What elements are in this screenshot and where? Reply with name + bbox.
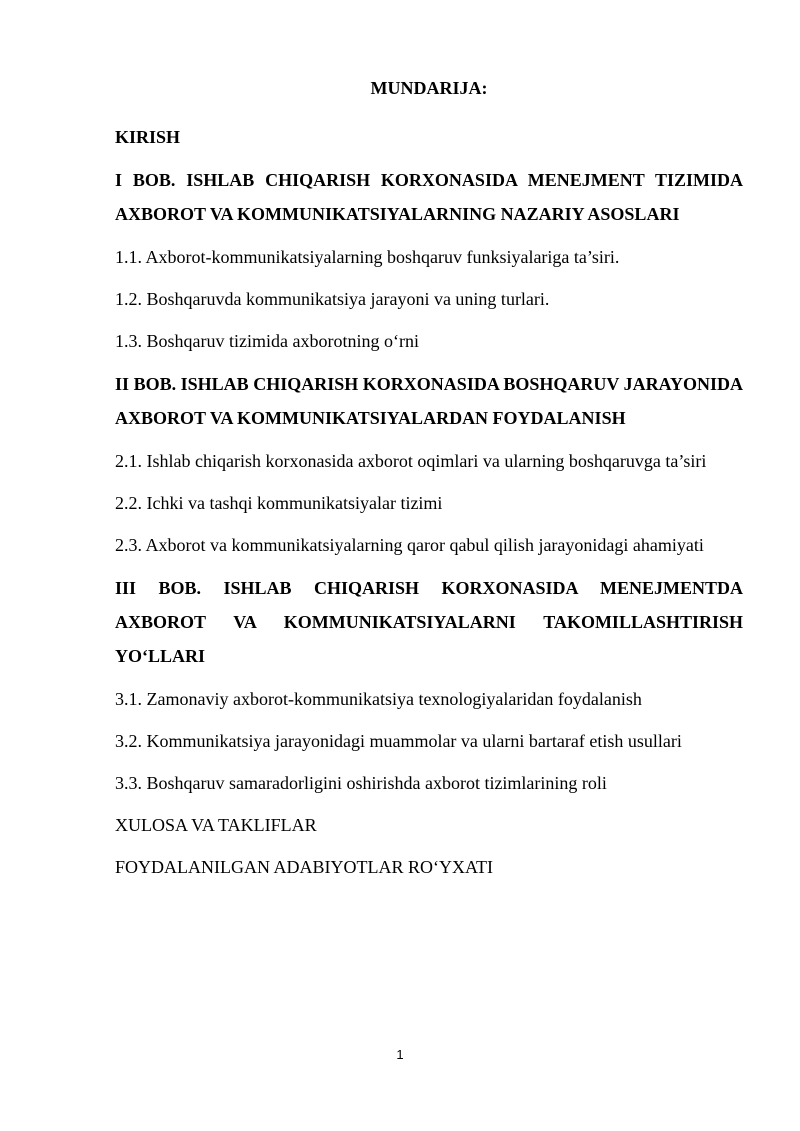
toc-entry-1-3: 1.3. Boshqaruv tizimida axborotning o‘rni: [115, 331, 419, 351]
table-of-contents: [115, 76, 743, 893]
toc-entry-conclusion: XULOSA VA TAKLIFLAR: [115, 815, 317, 835]
toc-entry-3-1: 3.1. Zamonaviy axborot-kommunikatsiya texnologiyalaridan foydalanish: [115, 689, 642, 709]
toc-entry-3-2: 3.2. Kommunikatsiya jarayonidagi muammolar va ularni bartaraf etish usullari: [115, 731, 682, 751]
toc-entry-3-3: 3.3. Boshqaruv samaradorligini oshirishda axborot tizimlarining roli: [115, 773, 607, 793]
toc-entry-references: FOYDALANILGAN ADABIYOTLAR RO‘YXATI: [115, 857, 493, 877]
toc-entry-chapter-3: III BOB. ISHLAB CHIQARISH KORXONASIDA MENEJMENTDA AXBOROT VA KOMMUNIKATSIYALARNI TAKOMILLASHTIRISH YO‘LLARI: [115, 578, 743, 666]
toc-entry-chapter-1: I BOB. ISHLAB CHIQARISH KORXONASIDA MENEJMENT TIZIMIDA AXBOROT VA KOMMUNIKATSIYALARNING NAZARIY ASOSLARI: [115, 170, 743, 224]
toc-entry-2-2: 2.2. Ichki va tashqi kommunikatsiyalar tizimi: [115, 493, 443, 513]
toc-entry-1-2: 1.2. Boshqaruvda kommunikatsiya jarayoni va uning turlari.: [115, 289, 550, 309]
toc-entry-introduction: KIRISH: [115, 127, 181, 147]
toc-entry-1-1: 1.1. Axborot-kommunikatsiyalarning boshqaruv funksiyalariga ta’siri.: [115, 247, 620, 267]
page-number: 1: [396, 1047, 404, 1062]
toc-entry-2-3: 2.3. Axborot va kommunikatsiyalarning qaror qabul qilish jarayonidagi ahamiyati: [115, 535, 704, 555]
toc-entry-chapter-2: II BOB. ISHLAB CHIQARISH KORXONASIDA BOSHQARUV JARAYONIDA AXBOROT VA KOMMUNIKATSIYALARDAN FOYDALANISH: [115, 374, 743, 428]
toc-title: MUNDARIJA:: [370, 78, 488, 98]
toc-entry-2-1: 2.1. Ishlab chiqarish korxonasida axborot oqimlari va ularning boshqaruvga ta’siri: [115, 451, 707, 471]
